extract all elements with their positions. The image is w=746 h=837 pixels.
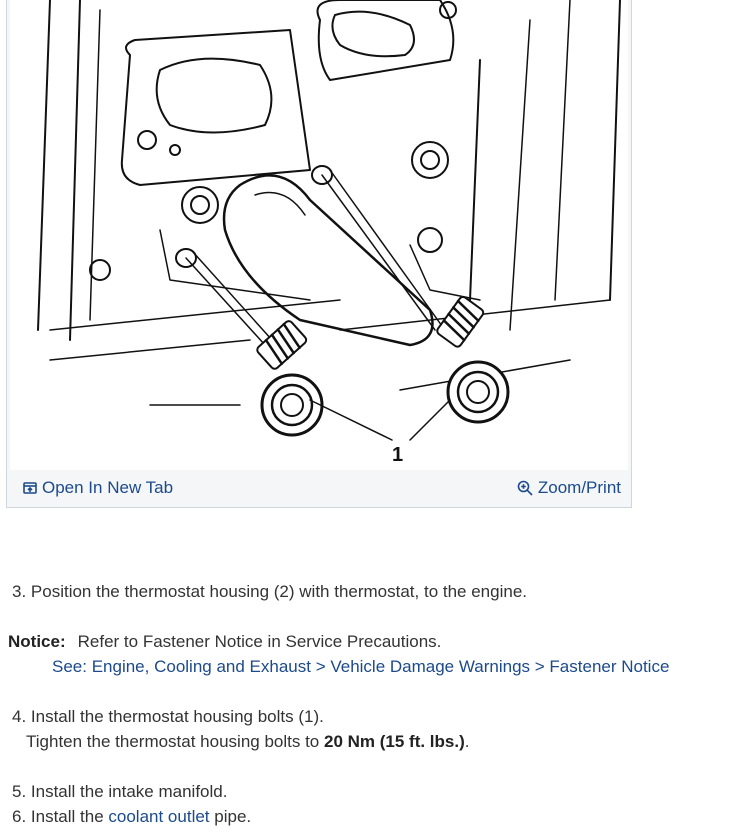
step-4-torque-spec [26,732,470,752]
torque-suffix: . [464,732,470,751]
open-new-tab-link[interactable] [23,478,173,498]
see-link-engine-cooling-exhaust[interactable]: Engine, Cooling and Exhaust [91,657,311,676]
open-new-tab-label: Open In New Tab [42,478,174,497]
step-6-suffix: pipe. [209,807,252,826]
notice-label: Notice: [8,632,66,651]
see-separator: > [530,657,550,676]
open-new-tab-icon [23,481,37,495]
torque-prefix: Tighten the thermostat housing bolts to [26,732,324,751]
torque-value: 20 Nm (15 ft. lbs.) [324,732,465,751]
see-link-fastener-notice[interactable]: Fastener Notice [549,657,670,676]
zoom-print-link[interactable] [517,478,621,498]
step-3: 3. Position the thermostat housing (2) with thermostat, to the engine. [12,582,528,601]
zoom-magnifier-icon [517,480,533,496]
step-5: 5. Install the intake manifold. [12,782,228,801]
callout-label-1: 1 [392,444,404,466]
figure-toolbar [7,470,631,506]
thermostat-housing-diagram[interactable] [10,0,628,470]
step-6-prefix: 6. Install the [12,807,109,826]
notice [8,632,441,652]
step-4: 4. Install the thermostat housing bolts (1). [12,707,324,726]
step-6 [12,807,251,827]
figure-card [6,0,632,508]
see-also-breadcrumb [52,657,669,677]
zoom-print-label: Zoom/Print [537,478,621,497]
see-prefix: See: [52,657,92,676]
see-separator: > [310,657,331,676]
coolant-outlet-link[interactable]: coolant outlet [108,807,210,826]
notice-text: Refer to Fastener Notice in Service Precautions. [77,632,442,651]
see-link-vehicle-damage-warnings[interactable]: Vehicle Damage Warnings [330,657,531,676]
